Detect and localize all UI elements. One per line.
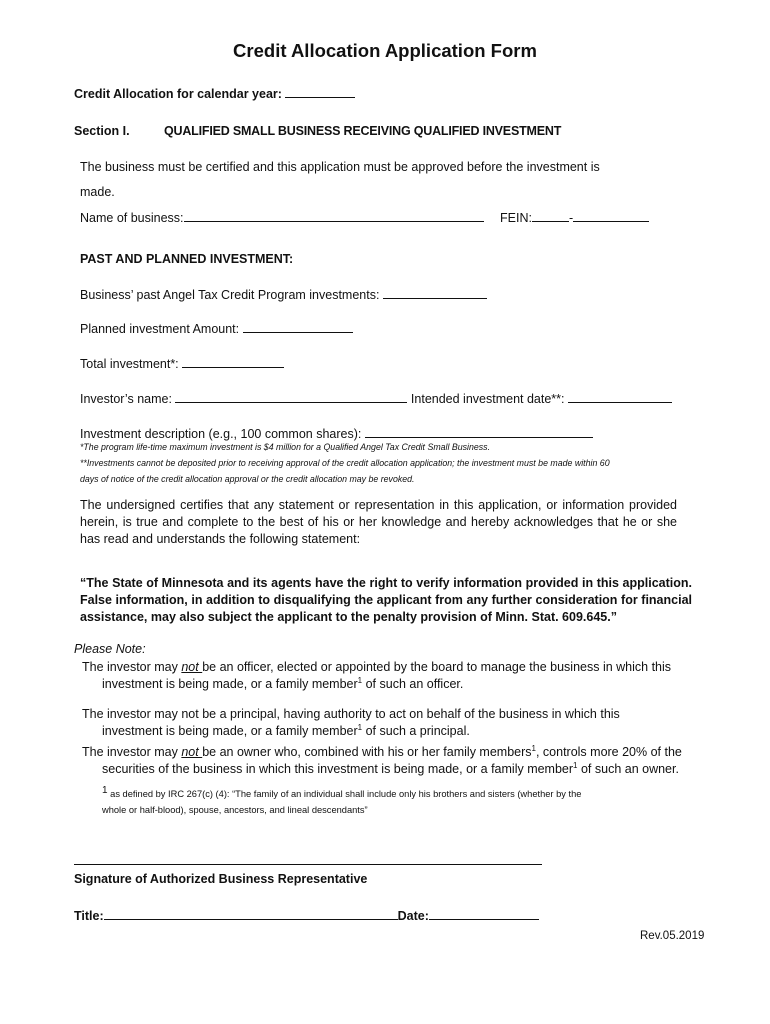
- fein-row: [500, 210, 649, 225]
- note-principal-text-c: of such a principal.: [362, 724, 470, 738]
- note-principal-text-b: investment is being made, or a family member: [102, 724, 358, 738]
- fein-field-part2[interactable]: [573, 210, 649, 222]
- note-principal-text-a: The investor may not be a principal, having authority to act on behalf of the business in which this: [82, 707, 620, 721]
- note-principal-footnote-ref: 1: [357, 722, 363, 732]
- name-of-business-row: [80, 210, 484, 225]
- signature-label: Signature of Authorized Business Representative: [74, 872, 368, 886]
- investment-description-row: [80, 426, 593, 441]
- date-label: Date:: [397, 909, 429, 923]
- total-investment-field[interactable]: [182, 356, 284, 368]
- fein-field-part1[interactable]: [532, 210, 569, 222]
- state-statement: “The State of Minnesota and its agents have the right to verify information provided in this application. False information, in addition to disqualifying the applicant from any further consideration for financial assistance, may also subject the applicant to the penalty provision of Minn. Stat. 609.645.”: [80, 576, 692, 624]
- intended-date-field[interactable]: [568, 391, 672, 403]
- note-owner-not: not: [181, 745, 203, 759]
- note-officer-footnote-ref: 1: [357, 675, 363, 685]
- title-date-row: [74, 908, 539, 923]
- note-owner-text-b: be an owner who, combined with his or her family members: [202, 745, 532, 759]
- past-investments-label: Business’ past Angel Tax Credit Program investments:: [80, 288, 380, 302]
- title-field[interactable]: [104, 908, 398, 920]
- note-officer: [82, 659, 682, 693]
- section-heading: QUALIFIED SMALL BUSINESS RECEIVING QUALIFIED INVESTMENT: [164, 124, 562, 138]
- revision-label: Rev.05.2019: [640, 930, 705, 942]
- name-of-business-label: Name of business:: [80, 211, 184, 225]
- footnote-double-star-line2: days of notice of the credit allocation approval or the credit allocation may be revoked.: [80, 474, 415, 484]
- planned-amount-label: Planned investment Amount:: [80, 322, 240, 336]
- fein-dash: -: [568, 211, 574, 225]
- title-label: Title:: [74, 909, 104, 923]
- name-of-business-field[interactable]: [184, 210, 484, 222]
- note-officer-text-b: be an officer, elected or appointed by the board to manage the business in which this: [202, 660, 672, 674]
- calendar-year-field[interactable]: [285, 86, 355, 98]
- intro-text-line1: The business must be certified and this application must be approved before the investment is: [80, 160, 600, 174]
- note-owner-text-e: of such an owner.: [577, 762, 679, 776]
- past-investments-row: [80, 287, 487, 302]
- calendar-year-label: Credit Allocation for calendar year:: [74, 87, 282, 101]
- footnote-double-star-line1: **Investments cannot be deposited prior to receiving approval of the credit allocation application; the investment must be made within 60: [80, 458, 610, 468]
- page-title: Credit Allocation Application Form: [233, 40, 537, 61]
- investor-name-row: [80, 391, 672, 406]
- fein-label: FEIN:: [500, 211, 532, 225]
- note-officer-not: not: [181, 660, 203, 674]
- footnote-single-star: *The program life-time maximum investment is $4 million for a Qualified Angel Tax Credit Small Business.: [80, 442, 491, 452]
- note-officer-text-c: investment is being made, or a family member: [102, 677, 358, 691]
- total-investment-label: Total investment*:: [80, 357, 179, 371]
- planned-amount-field[interactable]: [243, 321, 353, 333]
- planned-amount-row: [80, 321, 353, 336]
- please-note-label: Please Note:: [74, 642, 146, 656]
- intro-text-line2: made.: [80, 185, 115, 199]
- definition-line2: whole or half-blood), spouse, ancestors, and lineal descendants”: [102, 805, 368, 815]
- note-principal: [82, 706, 682, 740]
- calendar-year-row: [74, 86, 355, 101]
- note-owner-text-a: The investor may: [82, 745, 182, 759]
- signature-line[interactable]: [74, 864, 542, 865]
- note-officer-text-a: The investor may: [82, 660, 182, 674]
- intended-date-label: Intended investment date**:: [410, 392, 565, 406]
- investment-description-field[interactable]: [365, 426, 593, 438]
- date-field[interactable]: [429, 908, 539, 920]
- note-owner-footnote-ref-2: 1: [573, 760, 578, 770]
- total-investment-row: [80, 356, 284, 371]
- past-investments-field[interactable]: [383, 287, 487, 299]
- definition-line1: as defined by IRC 267(c) (4): “The family of an individual shall include only his brothers and sisters (whether by the: [107, 789, 582, 799]
- note-owner-text-d: securities of the business in which this investment is being made, or a family member: [102, 762, 574, 776]
- note-owner-text-c: , controls more 20% of the: [535, 745, 682, 759]
- investor-name-field[interactable]: [175, 391, 407, 403]
- section-number: Section I.: [74, 124, 130, 138]
- note-owner: [82, 744, 702, 778]
- past-planned-heading: PAST AND PLANNED INVESTMENT:: [80, 252, 294, 266]
- certification-text: The undersigned certifies that any statement or representation in this application, or information provided herein, is true and complete to the best of his or her knowledge and hereby acknowledges that he or she has read and understands the following statement:: [80, 498, 677, 546]
- family-definition: [102, 786, 662, 818]
- investor-name-label: Investor’s name:: [80, 392, 172, 406]
- note-owner-footnote-ref-1: 1: [531, 743, 536, 753]
- investment-description-label: Investment description (e.g., 100 common shares):: [80, 427, 362, 441]
- definition-footnote-marker: 1: [102, 784, 108, 796]
- note-officer-text-d: of such an officer.: [362, 677, 464, 691]
